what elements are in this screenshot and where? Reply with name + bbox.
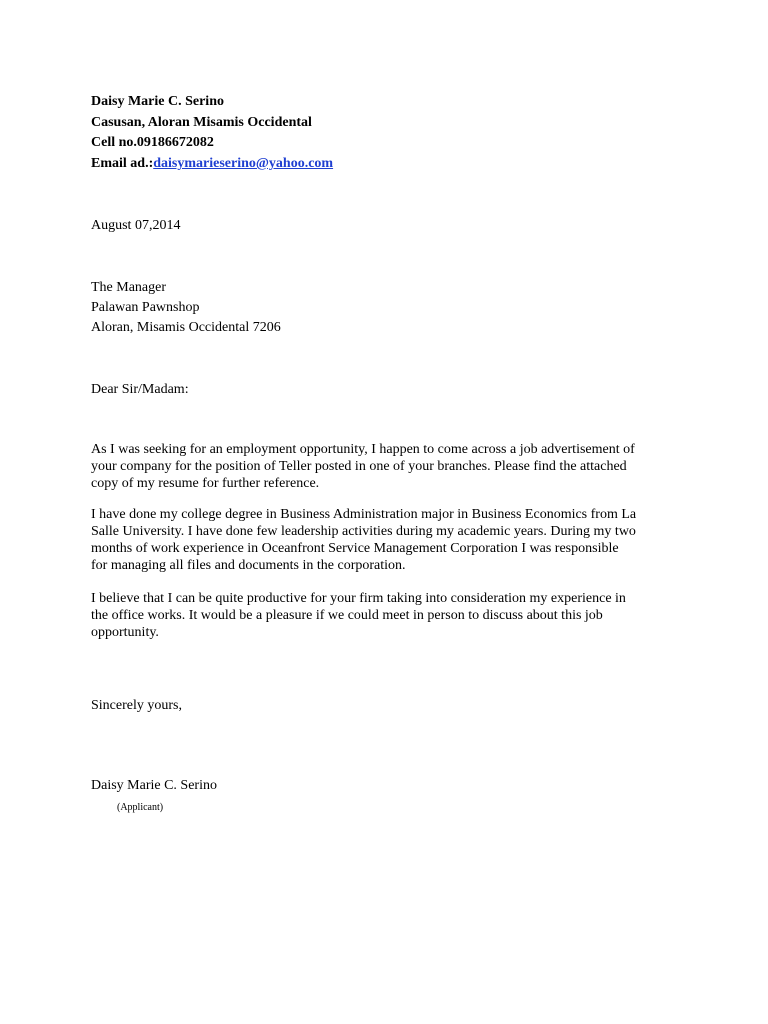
paragraph-line: I believe that I can be quite productive for your firm taking into consideration my experience in — [91, 591, 626, 606]
email-link[interactable]: daisymarieserino@yahoo.com — [153, 156, 334, 171]
paragraph-line: Salle University. I have done few leadership activities during my academic years. During my two — [91, 524, 636, 539]
closing: Sincerely yours, — [91, 698, 182, 713]
salutation: Dear Sir/Madam: — [91, 382, 189, 397]
sender-address: Casusan, Aloran Misamis Occidental — [91, 115, 312, 130]
email-label: Email ad.: — [91, 156, 154, 171]
paragraph-line: months of work experience in Oceanfront Service Management Corporation I was responsible — [91, 541, 619, 556]
recipient-company: Palawan Pawnshop — [91, 300, 200, 315]
recipient-title: The Manager — [91, 280, 167, 295]
paragraph-line: I have done my college degree in Business Administration major in Business Economics from La — [91, 507, 637, 522]
sender-cell: Cell no.09186672082 — [91, 135, 214, 150]
paragraph-line: for managing all files and documents in the corporation. — [91, 558, 406, 573]
paragraph-2 — [91, 506, 691, 574]
sender-email-line — [91, 155, 333, 172]
letter-date: August 07,2014 — [91, 218, 181, 233]
paragraph-line: opportunity. — [91, 625, 159, 640]
paragraph-line: As I was seeking for an employment opportunity, I happen to come across a job advertisement of — [91, 442, 635, 457]
paragraph-line: your company for the position of Teller posted in one of your branches. Please find the attached — [91, 459, 627, 474]
signature-name: Daisy Marie C. Serino — [91, 778, 217, 793]
recipient-address: Aloran, Misamis Occidental 7206 — [91, 320, 281, 335]
paragraph-line: the office works. It would be a pleasure if we could meet in person to discuss about this job — [91, 608, 603, 623]
signature-role: (Applicant) — [117, 802, 164, 813]
sender-name: Daisy Marie C. Serino — [91, 94, 224, 109]
paragraph-3 — [91, 590, 691, 641]
paragraph-1 — [91, 441, 691, 492]
paragraph-line: copy of my resume for further reference. — [91, 476, 320, 491]
